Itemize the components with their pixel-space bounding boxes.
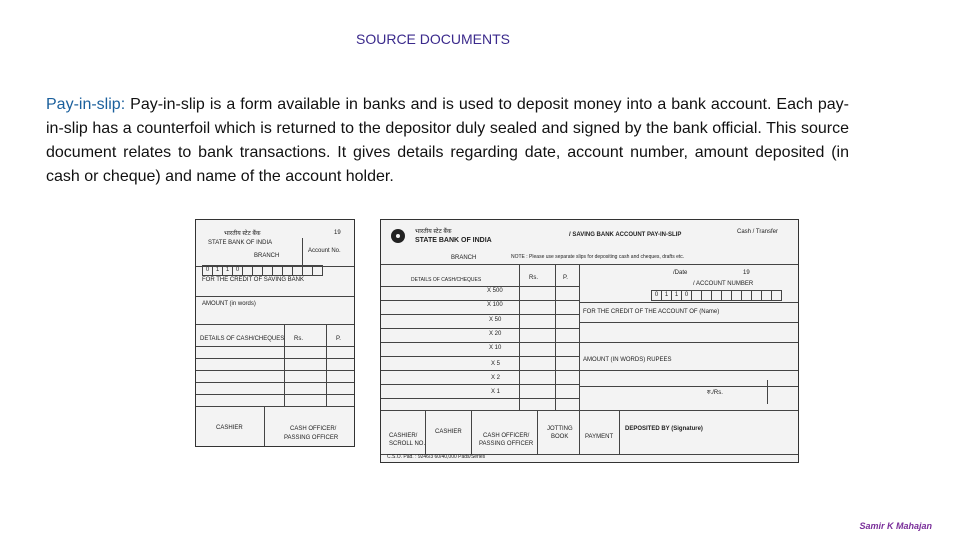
slip-note: NOTE : Please use separate slips for depositing cash and cheques, drafts etc. [511,254,685,260]
slip-details: DETAILS OF CASH/CHEQUES [411,277,482,283]
counterfoil-amount-words: AMOUNT (in words) [202,301,256,307]
slip-credit: FOR THE CREDIT OF THE ACCOUNT OF (Name) [583,309,720,315]
denom-5: X 5 [491,361,501,367]
denom-1: X 1 [491,389,501,395]
counterfoil-cash-officer: CASH OFFICER/ [290,426,337,432]
denom-2: X 2 [491,375,501,381]
footer-jotting: JOTTING [547,426,573,432]
counterfoil-bank-name: STATE BANK OF INDIA [208,240,273,246]
counterfoil-credit: FOR THE CREDIT OF SAVING BANK [202,277,305,283]
slip-amount-words: AMOUNT (IN WORDS) RUPEES [583,357,672,363]
footer-payment: PAYMENT [585,434,614,440]
sbi-logo-icon [391,229,405,243]
slip-p: P. [563,275,568,281]
counterfoil-account-no: Account No. [308,248,341,254]
counterfoil-cashier: CASHIER [216,425,243,431]
counterfoil-hindi-bank: भारतीय स्टेट बैंक [224,231,261,237]
footer-passing-officer: PASSING OFFICER [479,441,534,447]
description-text: Pay-in-slip is a form available in banks and is used to deposit money into a bank account. Each pay-in-slip has a counterfoil which is returned to the depositor duly sealed and signed by the bank official. This source document relates to bank transactions. It gives details regarding date, account number, amount deposited (in cash or cheque) and name of the account holder. [46,96,849,185]
description-paragraph [46,93,849,189]
slip-printline: C.S.O. Pad. : 9246/3 60/40,000 Pads/Series [387,454,486,460]
slip-year: 19 [743,270,750,276]
footer-deposited-by: DEPOSITED BY (Signature) [625,426,703,432]
footer-scroll-no: SCROLL NO. [389,441,426,447]
counterfoil-p: P. [336,336,341,342]
slip-hindi-bank: भारतीय स्टेट बैंक [415,229,452,235]
term-label: Pay-in-slip: [46,96,126,113]
denom-500: X 500 [487,288,503,294]
counterfoil-image [195,219,355,447]
denom-10: X 10 [489,345,502,351]
counterfoil-rs: Rs. [294,336,303,342]
footer-book: BOOK [551,434,569,440]
counterfoil-branch: BRANCH [254,253,280,259]
slip-account-boxes: 0 1 1 0 [651,290,782,301]
slip-date: /Date [673,270,688,276]
counterfoil-date: 19 [334,230,341,236]
slide-title: SOURCE DOCUMENTS [356,31,511,47]
author-credit: Samir K Mahajan [859,521,932,531]
counterfoil-passing-officer: PASSING OFFICER [284,435,339,441]
denom-50: X 50 [489,317,502,323]
slip-cash-transfer: Cash / Transfer [737,229,779,235]
slip-rs: Rs. [529,275,538,281]
slip-rs-sign: रु./Rs. [707,390,723,396]
pay-in-slip-image [380,219,799,463]
denom-20: X 20 [489,331,502,337]
counterfoil-details: DETAILS OF CASH/CHEQUES [200,336,285,342]
footer-cashier-2: CASHIER [435,429,462,435]
slip-heading: / SAVING BANK ACCOUNT PAY-IN-SLIP [569,232,682,238]
slip-account-number: / ACCOUNT NUMBER [693,281,754,287]
slip-branch: BRANCH [451,255,477,261]
footer-cash-officer: CASH OFFICER/ [483,433,530,439]
footer-cashier-1: CASHIER/ [389,433,418,439]
counterfoil-account-boxes: 0 1 1 0 [202,265,323,276]
slip-bank-name: STATE BANK OF INDIA [415,237,492,244]
denom-100: X 100 [487,302,503,308]
